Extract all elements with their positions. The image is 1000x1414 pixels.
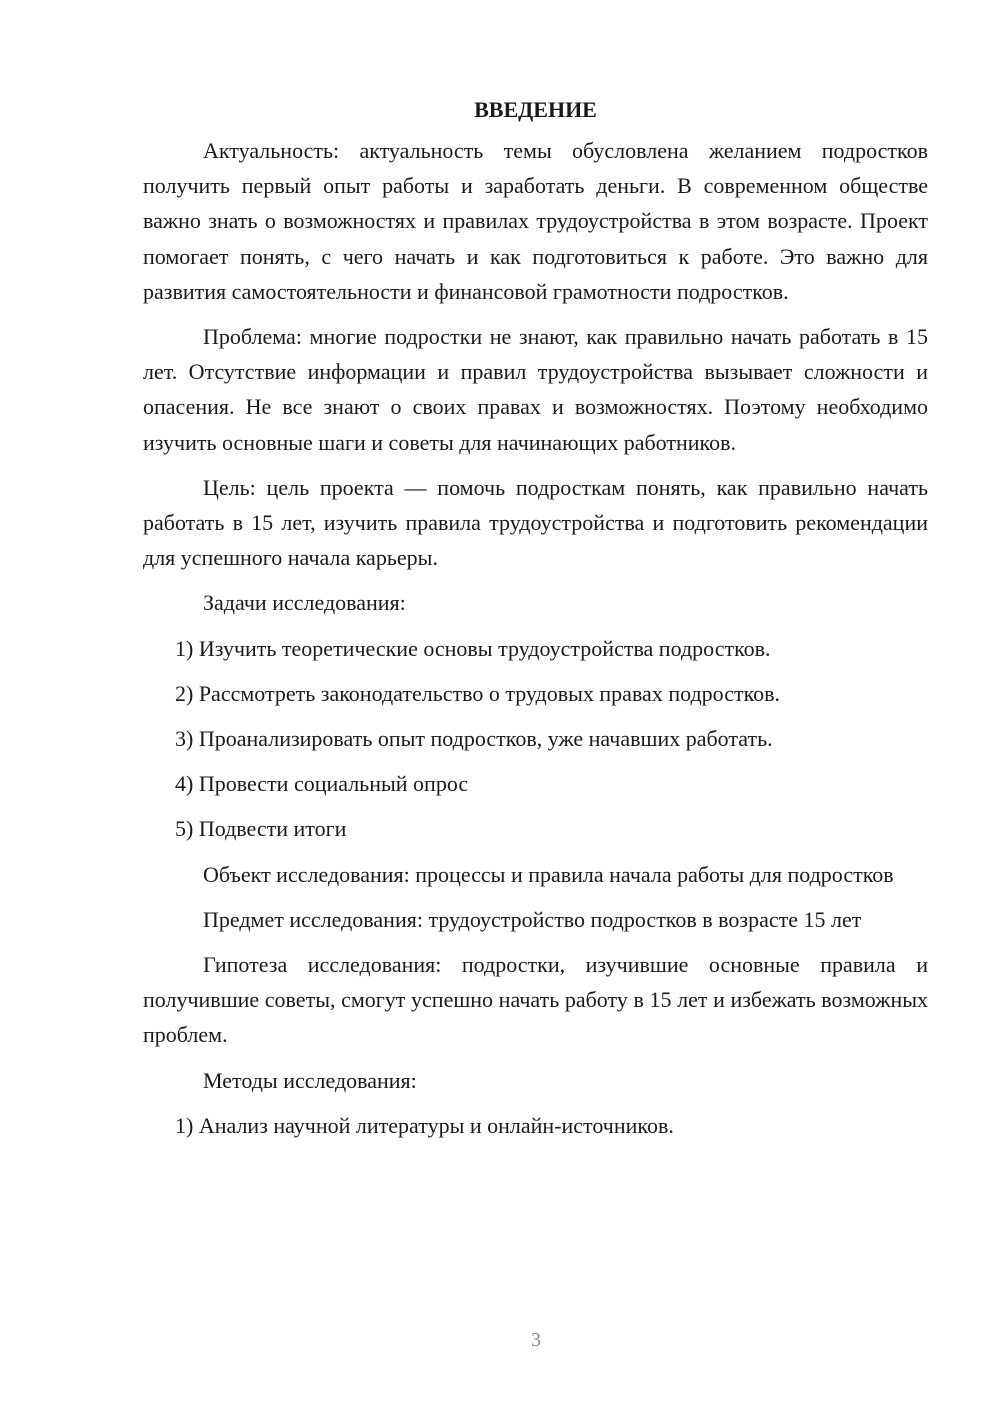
section-title: ВВЕДЕНИЕ <box>474 97 597 122</box>
subject-paragraph: Предмет исследования: трудоустройство подростков в возрасте 15 лет <box>203 906 862 932</box>
method-item: 1) Анализ научной литературы и онлайн-источников. <box>175 1112 674 1138</box>
object-paragraph: Объект исследования: процессы и правила начала работы для подростков <box>203 861 894 887</box>
tasks-list <box>143 631 928 847</box>
goal-paragraph: Цель: цель проекта — помочь подросткам понять, как правильно начать работать в 15 лет, изучить правила трудоустройства и подготовить рекомендации для успешного начала карьеры. <box>143 474 928 571</box>
problem-paragraph: Проблема: многие подростки не знают, как правильно начать работать в 15 лет. Отсутствие информации и правил трудоустройства вызывает сложности и опасения. Не все знают о своих правах и возможностях. Поэтому необходимо изучить основные шаги и советы для начинающих работников. <box>143 324 928 455</box>
page-number: 3 <box>531 1329 541 1351</box>
document-page <box>143 94 928 1153</box>
methods-list <box>143 1108 928 1143</box>
task-item: 5) Подвести итоги <box>175 816 347 842</box>
methods-heading: Методы исследования: <box>203 1067 417 1093</box>
task-item: 3) Проанализировать опыт подростков, уже начавших работать. <box>175 726 773 752</box>
tasks-heading: Задачи исследования: <box>203 590 406 616</box>
task-item: 1) Изучить теоретические основы трудоустройства подростков. <box>175 635 771 661</box>
relevance-paragraph: Актуальность: актуальность темы обусловлена желанием подростков получить первый опыт работы и заработать деньги. В современном обществе важно знать о возможностях и правилах трудоустройства в этом возрасте. Проект помогает понять, с чего начать и как подготовиться к работе. Это важно для развития самостоятельности и финансовой грамотности подростков. <box>143 138 928 304</box>
task-item: 4) Провести социальный опрос <box>175 771 469 797</box>
hypothesis-paragraph: Гипотеза исследования: подростки, изучившие основные правила и получившие советы, смогут успешно начать работу в 15 лет и избежать возможных проблем. <box>143 952 928 1048</box>
task-item: 2) Рассмотреть законодательство о трудовых правах подростков. <box>175 680 781 706</box>
